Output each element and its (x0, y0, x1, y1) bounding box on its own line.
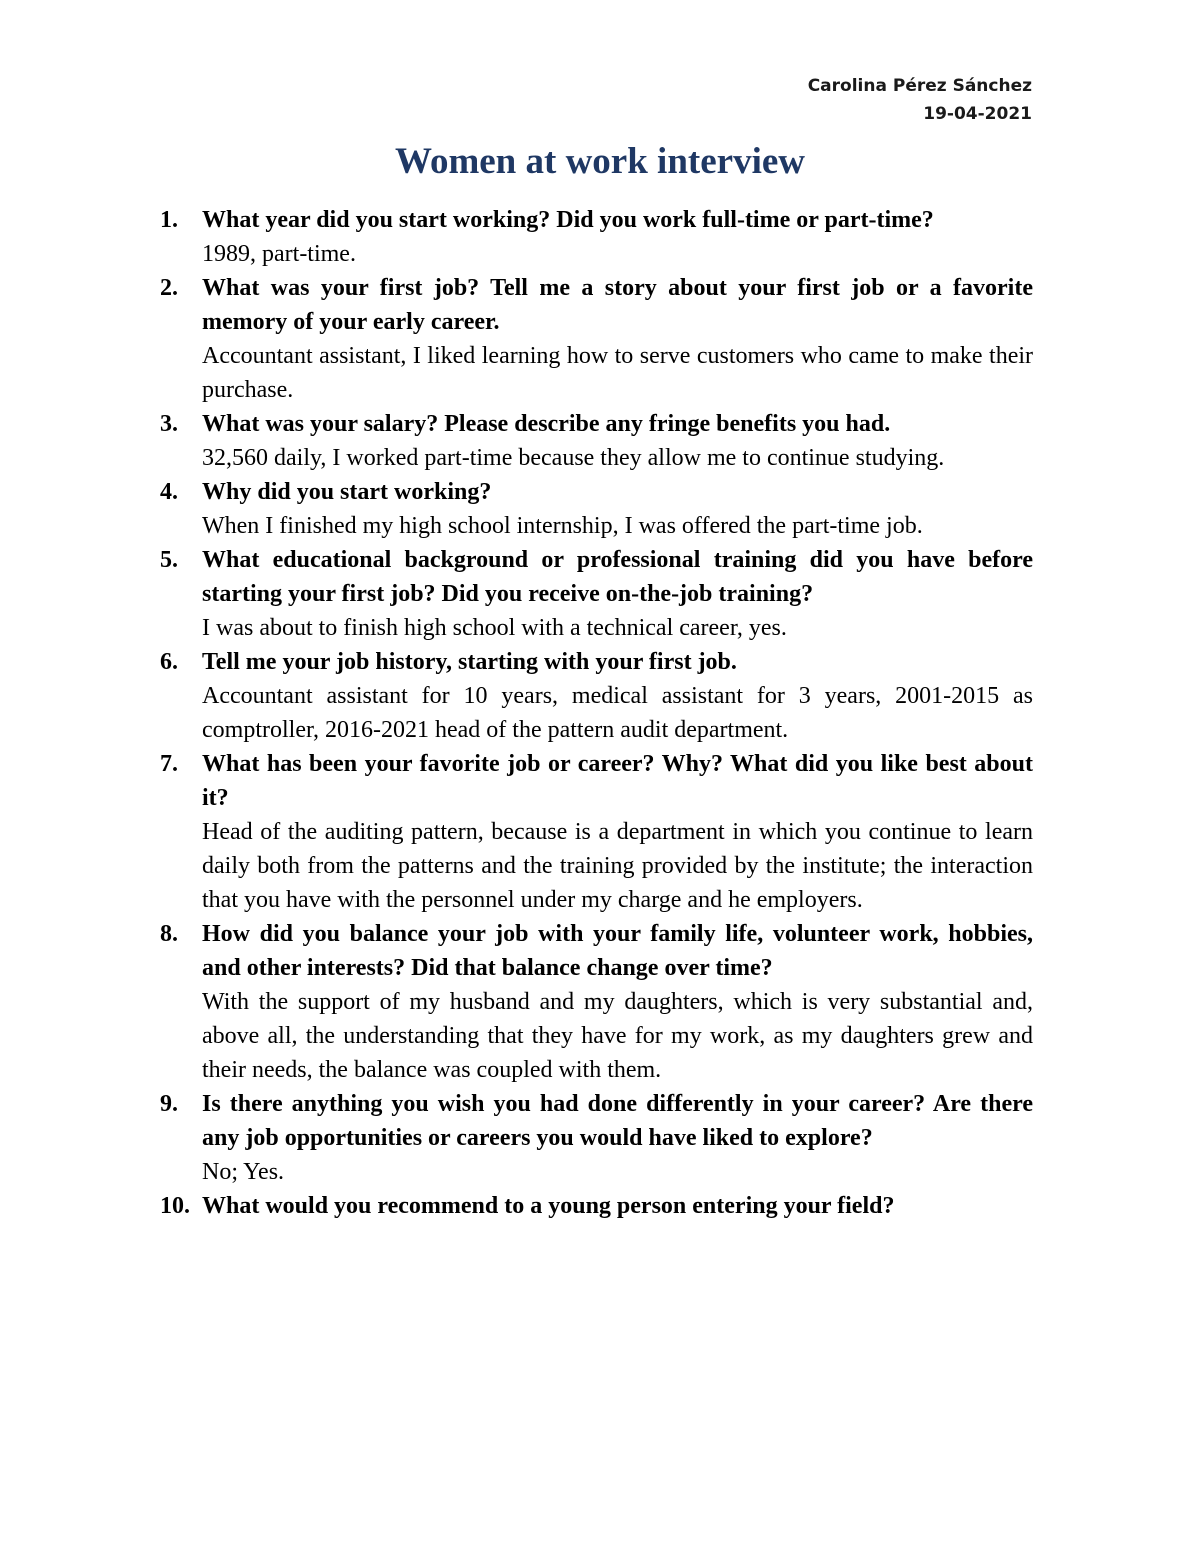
question-text: How did you balance your job with your family life, volunteer work, hobbies, and other interests? Did that balance change over time? (202, 921, 1033, 981)
question-text: What would you recommend to a young person entering your field? (202, 1193, 895, 1219)
question-text: Is there anything you wish you had done differently in your career? Are there any job opportunities or careers you would have liked to explore? (202, 1091, 1033, 1151)
answer-text: When I finished my high school internship, I was offered the part-time job. (202, 513, 923, 539)
answer-text: Accountant assistant, I liked learning how to serve customers who came to make their purchase. (202, 343, 1033, 403)
question-text: What was your salary? Please describe any fringe benefits you had. (202, 411, 891, 437)
list-item (160, 475, 1033, 543)
question-text: What was your first job? Tell me a story about your first job or a favorite memory of your early career. (202, 275, 1033, 335)
document-header (808, 72, 1032, 128)
interview-question-list (160, 203, 1033, 1223)
list-item (160, 543, 1033, 645)
author-name: Carolina Pérez Sánchez (807, 76, 1032, 96)
question-number: 10. (160, 1193, 190, 1219)
question-number: 1. (160, 207, 178, 233)
list-item (160, 1087, 1033, 1189)
list-item (160, 645, 1033, 747)
question-text: What year did you start working? Did you work full-time or part-time? (202, 207, 934, 233)
document-date: 19-04-2021 (923, 104, 1032, 124)
answer-text: No; Yes. (202, 1159, 285, 1185)
answer-text: 32,560 daily, I worked part-time because they allow me to continue studying. (202, 445, 945, 471)
list-item (160, 407, 1033, 475)
question-text: What has been your favorite job or career? Why? What did you like best about it? (202, 751, 1033, 811)
answer-text: 1989, part-time. (202, 241, 356, 267)
question-number: 5. (160, 547, 178, 573)
question-number: 9. (160, 1091, 178, 1117)
answer-text: With the support of my husband and my daughters, which is very substantial and, above all, the understanding that they have for my work, as my daughters grew and their needs, the balance was coupled with them. (202, 989, 1033, 1083)
list-item (160, 747, 1033, 917)
question-text: Why did you start working? (202, 479, 492, 505)
question-number: 6. (160, 649, 178, 675)
page-title: Women at work interview (394, 141, 806, 182)
question-text: Tell me your job history, starting with your first job. (202, 649, 737, 675)
answer-text: I was about to finish high school with a technical career, yes. (202, 615, 787, 641)
list-item (160, 1189, 1033, 1223)
list-item (160, 271, 1033, 407)
question-number: 8. (160, 921, 178, 947)
question-number: 2. (160, 275, 178, 301)
question-number: 7. (160, 751, 178, 777)
list-item (160, 203, 1033, 271)
list-item (160, 917, 1033, 1087)
question-text: What educational background or professional training did you have before starting your first job? Did you receive on-the-job training? (202, 547, 1033, 607)
answer-text: Accountant assistant for 10 years, medical assistant for 3 years, 2001-2015 as comptroller, 2016-2021 head of the pattern audit department. (202, 683, 1033, 743)
question-number: 3. (160, 411, 178, 437)
question-number: 4. (160, 479, 178, 505)
answer-text: Head of the auditing pattern, because is a department in which you continue to learn daily both from the patterns and the training provided by the institute; the interaction that you have with the personnel under my charge and he employers. (202, 819, 1033, 913)
